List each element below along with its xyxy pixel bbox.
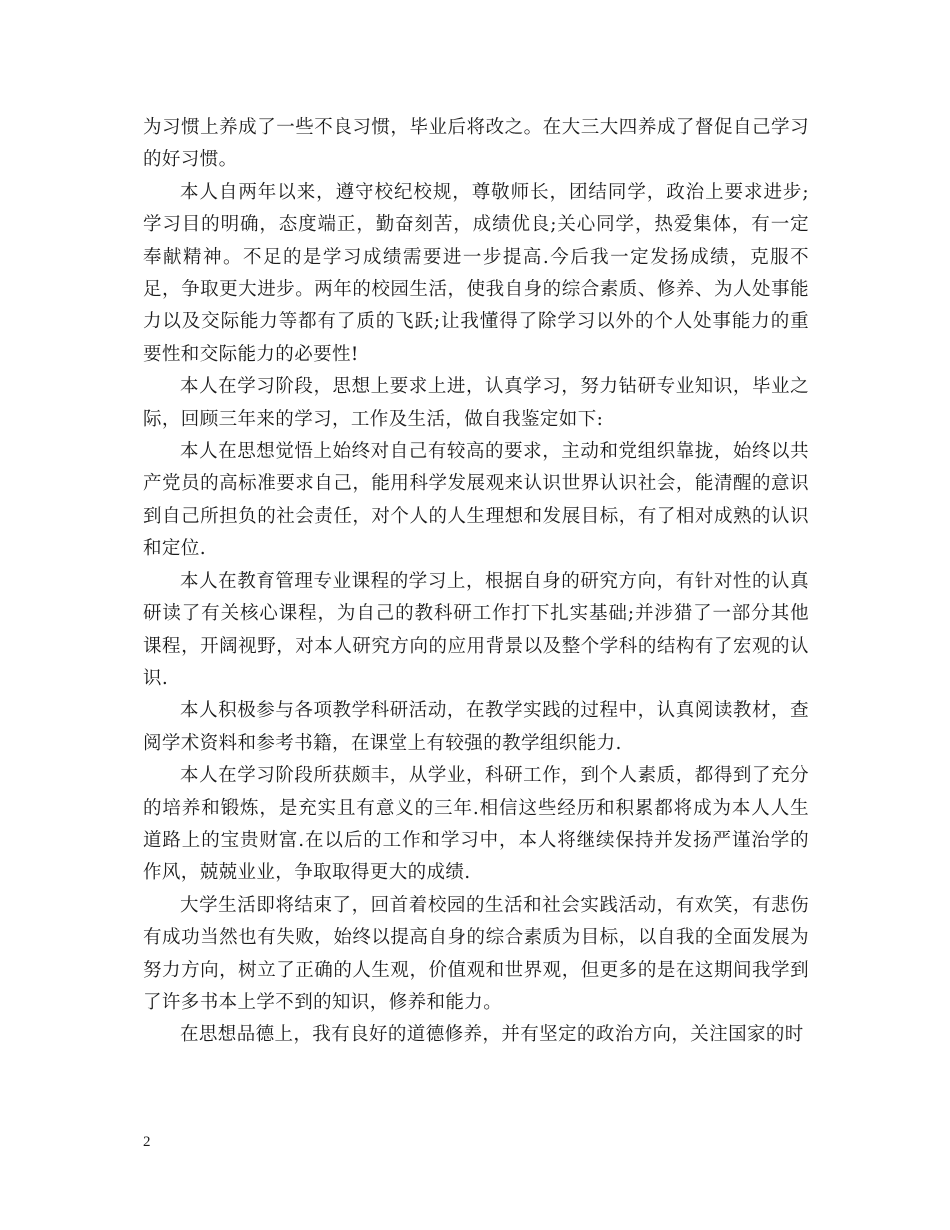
paragraph-2: 本人自两年以来，遵守校纪校规，尊敬师长，团结同学，政治上要求进步;学习目的明确，态度端正，勤奋刻苦，成绩优良;关心同学，热爱集体，有一定奉献精神。不足的是学习成绩需要进一步提高.今后我一定发扬成绩，克服不足，争取更大进步。两年的校园生活，使我自身的综合素质、修养、为人处事能力以及交际能力等都有了质的飞跃;让我懂得了除学习以外的个人处事能力的重要性和交际能力的必要性! — [143, 181, 809, 365]
paragraph-1: 为习惯上养成了一些不良习惯，毕业后将改之。在大三大四养成了督促自己学习的好习惯。 — [143, 117, 809, 171]
document-body — [143, 112, 809, 1052]
paragraph-3: 本人在学习阶段，思想上要求上进，认真学习，努力钻研专业知识，毕业之际，回顾三年来的学习，工作及生活，做自我鉴定如下: — [143, 376, 809, 430]
paragraph-5: 本人在教育管理专业课程的学习上，根据自身的研究方向，有针对性的认真研读了有关核心课程，为自己的教科研工作打下扎实基础;并涉猎了一部分其他课程，开阔视野，对本人研究方向的应用背景以及整个学科的结构有了宏观的认识. — [143, 570, 809, 689]
paragraph-9: 在思想品德上，我有良好的道德修养，并有坚定的政治方向，关注国家的时 — [180, 1024, 804, 1046]
paragraph-6: 本人积极参与各项教学科研活动，在教学实践的过程中，认真阅读教材，查阅学术资料和参考书籍，在课堂上有较强的教学组织能力. — [143, 700, 809, 754]
paragraph-4: 本人在思想觉悟上始终对自己有较高的要求，主动和党组织靠拢，始终以共产党员的高标准要求自己，能用科学发展观来认识世界认识社会，能清醒的意识到自己所担负的社会责任，对个人的人生理想和发展目标，有了相对成熟的认识和定位. — [143, 441, 809, 560]
page-number: 2 — [143, 1134, 151, 1150]
paragraph-7: 本人在学习阶段所获颇丰，从学业，科研工作，到个人素质，都得到了充分的培养和锻炼，是充实且有意义的三年.相信这些经历和积累都将成为本人人生道路上的宝贵财富.在以后的工作和学习中，本人将继续保持并发扬严谨治学的作风，兢兢业业，争取取得更大的成绩. — [143, 765, 809, 884]
paragraph-8: 大学生活即将结束了，回首着校园的生活和社会实践活动，有欢笑，有悲伤有成功当然也有失败，始终以提高自身的综合素质为目标，以自我的全面发展为努力方向，树立了正确的人生观，价值观和世界观，但更多的是在这期间我学到了许多书本上学不到的知识，修养和能力。 — [143, 894, 809, 1013]
